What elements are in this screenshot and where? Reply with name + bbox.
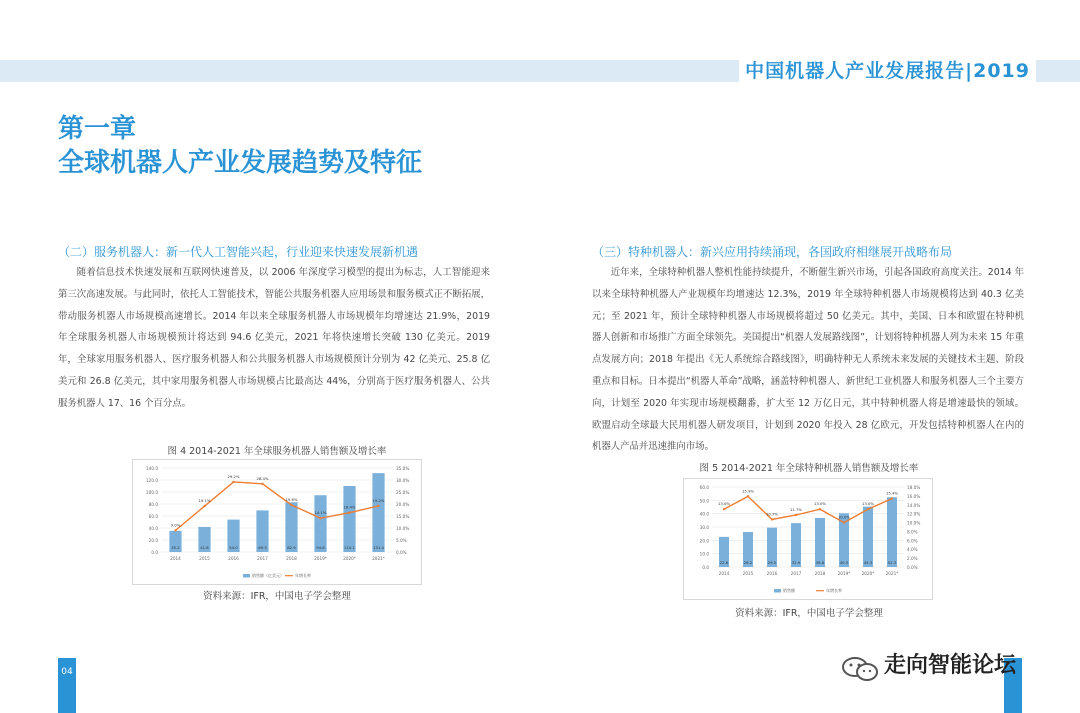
y-tick-label: 100.0 xyxy=(146,490,158,495)
growth-point xyxy=(795,514,797,516)
x-tick-label: 2020* xyxy=(861,571,875,576)
growth-value-label: 10.0% xyxy=(837,514,851,520)
legend-line-label: 年增长率 xyxy=(826,588,842,593)
bar xyxy=(887,497,897,567)
y2-tick-label: 0.0% xyxy=(907,565,918,570)
growth-point xyxy=(867,508,869,510)
x-tick-label: 2017 xyxy=(790,571,802,576)
bar-value-label: 82.9 xyxy=(287,545,296,550)
legend-bar-swatch xyxy=(774,589,781,593)
growth-value-label: 16.4% xyxy=(343,504,356,510)
legend-bar-label: 销售额 xyxy=(783,588,795,593)
y2-tick-label: 35.0% xyxy=(396,466,410,471)
growth-point xyxy=(261,483,263,485)
bar xyxy=(314,495,326,552)
growth-point xyxy=(203,505,205,507)
bar xyxy=(343,486,355,552)
bar xyxy=(863,507,873,567)
growth-point xyxy=(819,508,821,510)
growth-value-label: 11.7% xyxy=(789,507,803,512)
x-tick-label: 2019* xyxy=(837,571,851,576)
y2-tick-label: 14.0% xyxy=(907,502,921,508)
growth-point xyxy=(377,505,379,507)
bar-value-label: 36.8 xyxy=(815,560,825,565)
growth-value-label: 13.0% xyxy=(717,501,731,507)
y-tick-label: 20.0 xyxy=(699,538,709,544)
legend-line-label: 年增长率 xyxy=(295,573,311,578)
report-title: 中国机器人产业发展报告|2019 xyxy=(739,58,1036,84)
x-tick-label: 2014 xyxy=(170,556,181,561)
bar-value-label: 26.2 xyxy=(743,560,753,565)
y2-tick-label: 25.0% xyxy=(396,490,410,495)
y-tick-label: 140.0 xyxy=(146,466,158,471)
legend-bar-swatch xyxy=(243,574,250,578)
y-tick-label: 80.0 xyxy=(148,502,158,507)
x-tick-label: 2019* xyxy=(314,556,327,561)
growth-value-label: 13.0% xyxy=(861,501,875,507)
growth-value-label: 19.2% xyxy=(372,497,385,503)
y2-tick-label: 20.0% xyxy=(396,502,410,507)
y-tick-label: 20.0 xyxy=(148,538,158,543)
y-tick-label: 40.0 xyxy=(148,526,158,531)
x-tick-label: 2021* xyxy=(885,571,899,576)
x-tick-label: 2018 xyxy=(286,556,297,561)
x-tick-label: 2014 xyxy=(718,571,730,576)
figure-4-source: 资料来源：IFR，中国电子学会整理 xyxy=(203,591,351,602)
chapter-number: 第一章 xyxy=(58,114,137,144)
growth-point xyxy=(843,521,845,523)
growth-point xyxy=(723,508,725,510)
y2-tick-label: 12.0% xyxy=(907,511,921,517)
x-tick-label: 2016 xyxy=(766,571,778,576)
bar-value-label: 110.1 xyxy=(344,545,355,550)
y-tick-label: 0.0 xyxy=(151,550,158,555)
x-tick-label: 2020* xyxy=(343,556,356,561)
figure-5-source: 资料来源：IFR，中国电子学会整理 xyxy=(735,608,883,619)
bar xyxy=(372,473,384,552)
paragraph-special-text: 近年来，全球特种机器人整机性能持续提升，不断催生新兴市场，引起各国政府高度关注。2014 年以来全球特种机器人产业规模年均增速达 12.3%，2019 年全球特种机器人市场规模将达到 40.3 亿美元；至 2021 年，预计全球特种机器人市场规模将超过 50 亿美元。其中，美国、日本和欧盟在特种机器人创新和市场推广方面全球领先。美国提出“机器人发展路线图”，计划将特种机器人列为未来 15 年重点发展方向；2018 年提出《无人系统综合路线图》，明确特种无人系统未来发展的关键技术主题、阶段重点和目标。日本提出“机器人革命”战略，涵盖特种机器人、新世纪工业机器人和服务机器人三个主要方向，计划至 2020 年实现市场规模翻番，扩大至 12 万亿日元，其中特种机器人将是增速最快的领域。欧盟启动全球最大民用机器人研发项目，计划到 2020 年投入 28 亿欧元，开发包括特种机器人在内的机器人产品并迅速推向市场。 xyxy=(592,267,1024,453)
bar-value-label: 32.9 xyxy=(791,560,801,565)
y-tick-label: 0.0 xyxy=(702,565,709,570)
y-tick-label: 30.0 xyxy=(699,525,709,530)
y-tick-label: 50.0 xyxy=(699,498,709,504)
bar-value-label: 22.6 xyxy=(719,560,729,565)
figure-5-chart xyxy=(683,478,933,600)
bar-value-label: 69.3 xyxy=(258,545,267,550)
bar-value-label: 52.3 xyxy=(887,560,897,565)
growth-point xyxy=(174,529,176,531)
growth-value-label: 9.0% xyxy=(170,522,181,528)
section-heading-service: （二）服务机器人：新一代人工智能兴起，行业迎来快速发展新机遇 xyxy=(58,245,419,259)
growth-point xyxy=(319,517,321,519)
y-tick-label: 120.0 xyxy=(146,478,158,483)
y-tick-label: 40.0 xyxy=(699,511,709,517)
growth-value-label: 19.1% xyxy=(198,498,211,504)
growth-value-label: 29.2% xyxy=(227,473,240,479)
section-heading-special: （三）特种机器人：新兴应用持续涌现，各国政府相继展开战略布局 xyxy=(592,245,953,259)
figure-5-svg xyxy=(684,479,932,599)
growth-point xyxy=(747,495,749,497)
x-tick-label: 2016 xyxy=(228,556,239,561)
y2-tick-label: 16.0% xyxy=(907,493,921,499)
y2-tick-label: 6.0% xyxy=(907,538,918,544)
y2-tick-label: 4.0% xyxy=(907,547,918,553)
figure-5-title: 图 5 2014-2021 年全球特种机器人销售额及增长率 xyxy=(699,463,919,474)
x-tick-label: 2021* xyxy=(372,556,385,561)
y2-tick-label: 10.0% xyxy=(907,520,921,526)
bar-value-label: 35.2 xyxy=(171,545,180,550)
wechat-icon xyxy=(840,654,880,684)
y2-tick-label: 10.0% xyxy=(396,526,410,531)
growth-value-label: 15.4% xyxy=(885,490,899,496)
y2-tick-label: 0.0% xyxy=(396,550,407,555)
bar-value-label: 54.0 xyxy=(229,545,238,550)
bar-value-label: 131.4 xyxy=(373,545,384,550)
y2-tick-label: 5.0% xyxy=(396,538,407,543)
y-tick-label: 60.0 xyxy=(699,485,709,490)
y-tick-label: 10.0 xyxy=(699,551,709,557)
x-tick-label: 2015 xyxy=(742,571,754,576)
growth-point xyxy=(232,481,234,483)
y2-tick-label: 30.0% xyxy=(396,478,410,483)
growth-value-label: 10.7% xyxy=(765,511,779,517)
figure-4-title: 图 4 2014-2021 年全球服务机器人销售额及增长率 xyxy=(167,446,387,457)
paragraph-special xyxy=(592,262,1024,458)
growth-value-label: 15.9% xyxy=(741,488,755,494)
paragraph-service xyxy=(58,262,490,415)
chapter-title: 全球机器人产业发展趋势及特征 xyxy=(58,148,423,178)
y2-tick-label: 2.0% xyxy=(907,556,918,562)
paragraph-service-text: 随着信息技术快速发展和互联网快速普及，以 2006 年深度学习模型的提出为标志，人工智能迎来第三次高速发展。与此同时，依托人工智能技术，智能公共服务机器人应用场景和服务模式正不断拓展，带动服务机器人市场规模高速增长。2014 年以来全球服务机器人市场规模年均增速达 21.9%，2019 年全球服务机器人市场规模预计将达到 94.6 亿美元，2021 年将快速增长突破 130 亿美元。2019 年，全球家用服务机器人、医疗服务机器人和公共服务机器人市场规模预计分别为 42 亿美元、25.8 亿美元和 26.8 亿美元，其中家用服务机器人市场规模占比最高达 44%，分别高于医疗服务机器人、公共服务机器人 17、16 个百分点。 xyxy=(58,267,490,409)
bar-value-label: 40.3 xyxy=(839,560,849,565)
bar-value-label: 41.8 xyxy=(200,545,209,550)
page-number: 04 xyxy=(61,667,73,677)
growth-value-label: 14.1% xyxy=(314,510,327,516)
y2-tick-label: 8.0% xyxy=(907,529,918,535)
legend-bar-label: 销售额（亿美元） xyxy=(252,573,284,578)
growth-value-label: 28.4% xyxy=(256,475,269,481)
y2-tick-label: 15.0% xyxy=(396,514,410,519)
x-tick-label: 2015 xyxy=(199,556,210,561)
y-tick-label: 60.0 xyxy=(148,514,158,519)
bar-value-label: 45.3 xyxy=(863,560,873,565)
growth-value-label: 13.0% xyxy=(813,501,827,507)
figure-4-chart xyxy=(132,459,422,585)
y2-tick-label: 18.0% xyxy=(907,485,921,490)
bar-value-label: 94.6 xyxy=(316,545,325,550)
growth-point xyxy=(348,511,350,513)
growth-point xyxy=(771,518,773,520)
watermark-text: 走向智能论坛 xyxy=(884,653,1017,678)
chapter-heading xyxy=(58,112,422,180)
bar-value-label: 29.5 xyxy=(767,560,777,565)
growth-value-label: 19.6% xyxy=(285,496,298,502)
growth-point xyxy=(891,497,893,499)
x-tick-label: 2018 xyxy=(814,571,826,576)
figure-4-svg xyxy=(133,460,421,584)
growth-point xyxy=(290,504,292,506)
x-tick-label: 2017 xyxy=(257,556,268,561)
